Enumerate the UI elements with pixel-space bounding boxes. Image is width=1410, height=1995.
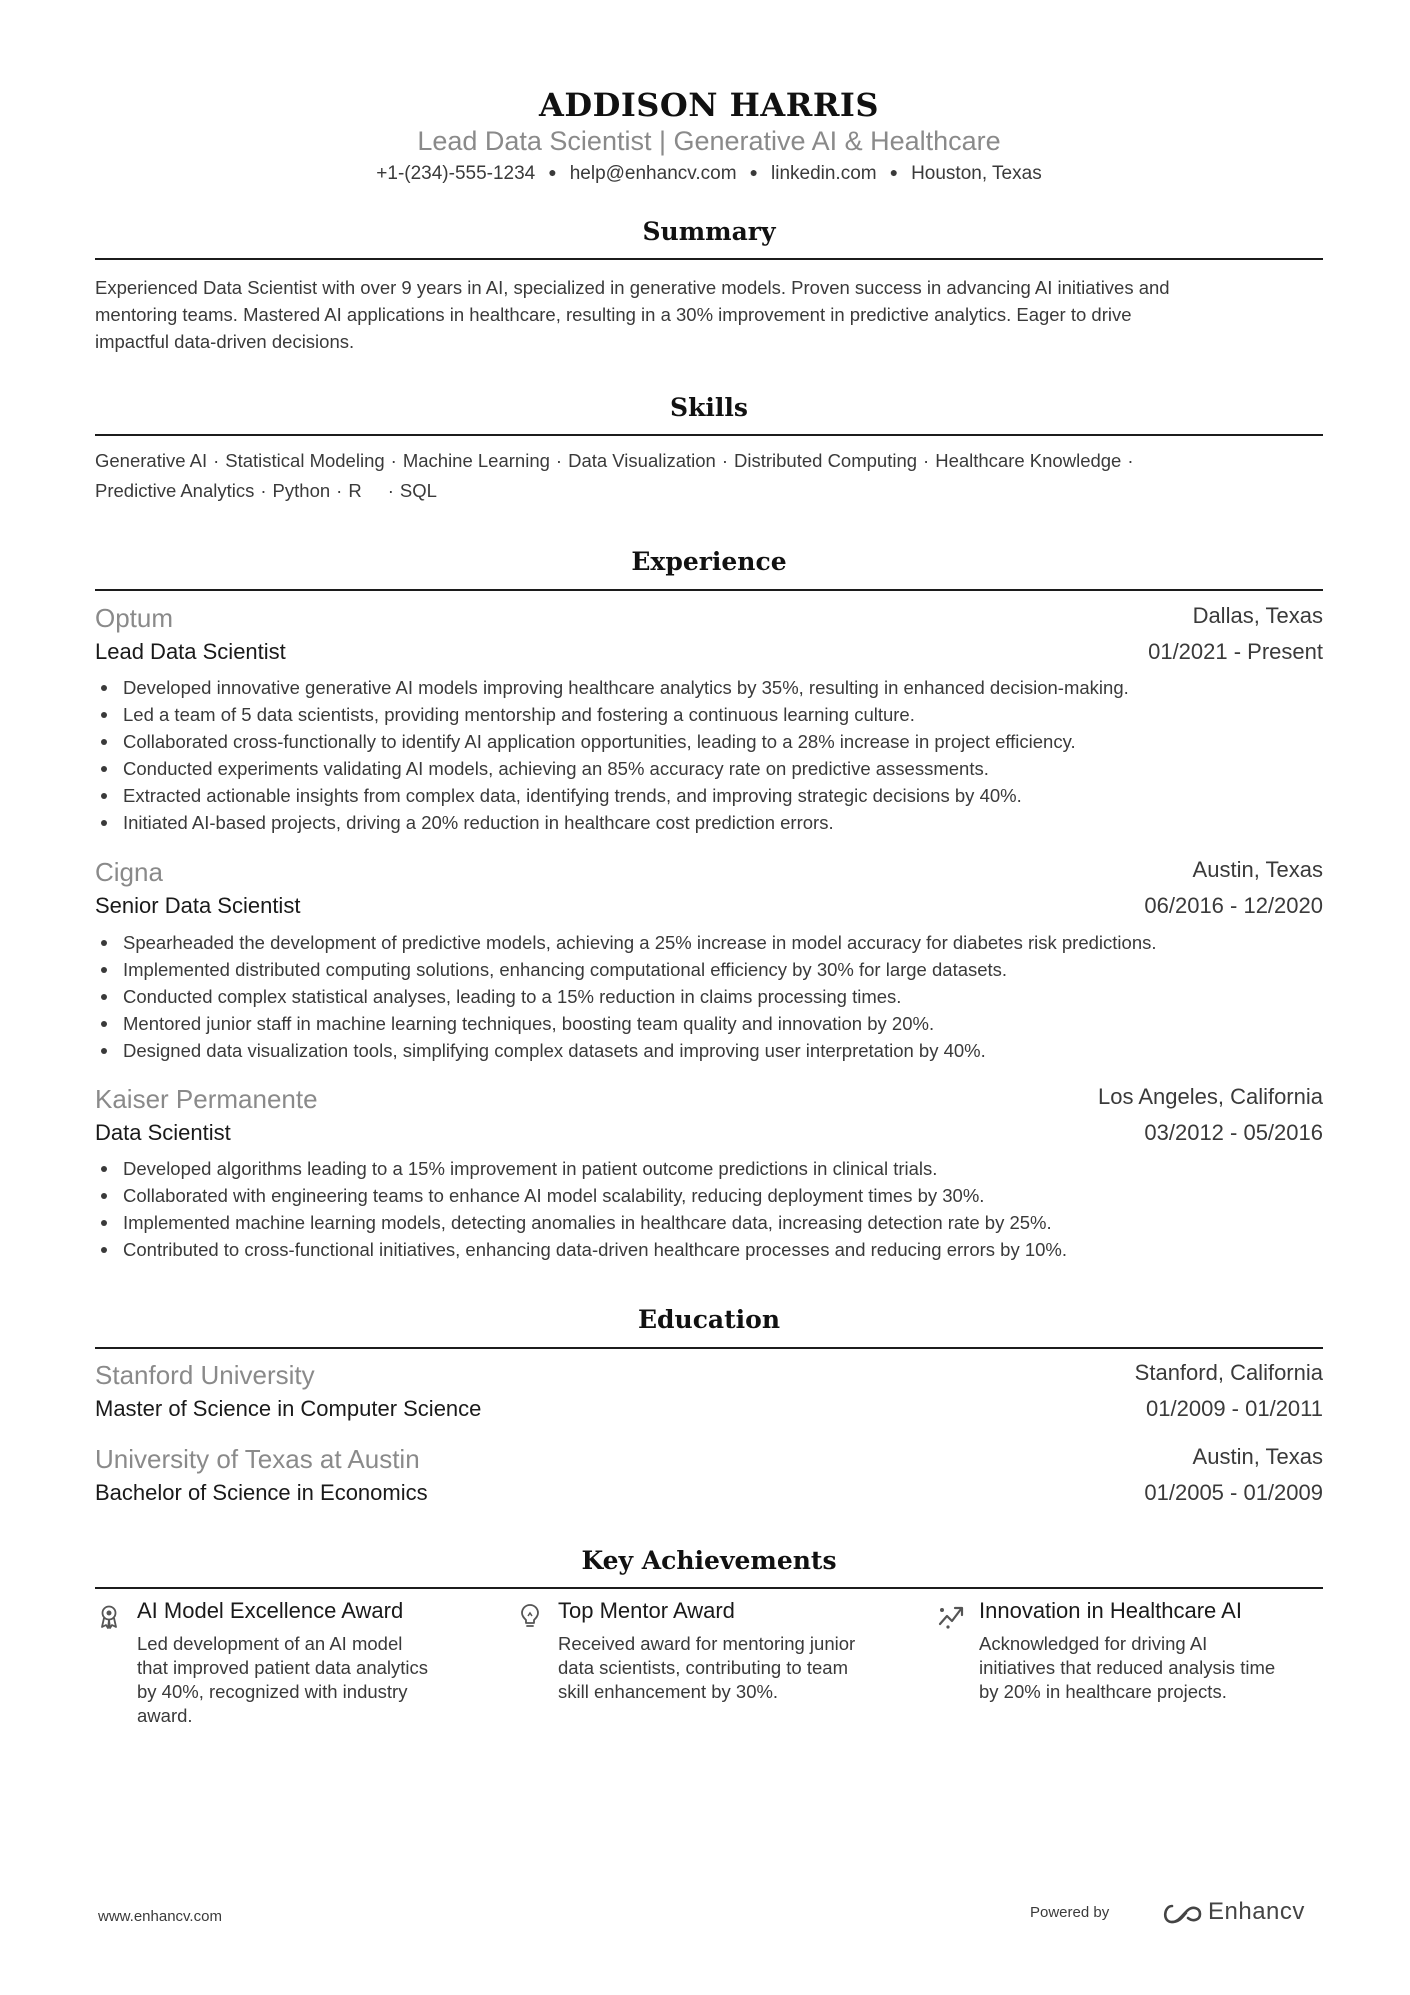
linkedin-link[interactable]: linkedin.com	[771, 163, 877, 184]
job-bullet: Spearheaded the development of predictive models, achieving a 25% increase in model accuracy for diabetes risk predictions.	[95, 929, 1323, 956]
section-divider	[95, 1587, 1323, 1589]
job-dates: 06/2016 - 12/2020	[1144, 893, 1323, 918]
summary-line: impactful data-driven decisions.	[95, 331, 355, 352]
job-bullet: Implemented machine learning models, detecting anomalies in healthcare data, increasing detection rate by 25%.	[95, 1209, 1323, 1236]
achievement-title: AI Model Excellence Award	[137, 1598, 404, 1623]
job-bullet: Collaborated cross-functionally to identify AI application opportunities, leading to a 28% increase in project efficiency.	[95, 728, 1323, 755]
growth-arrow-icon	[937, 1602, 965, 1630]
job-dates: 01/2021 - Present	[1148, 639, 1323, 664]
job-bullets	[95, 674, 1323, 836]
powered-by-label: Powered by	[1030, 1904, 1110, 1921]
achievements-heading: Key Achievements	[581, 1546, 837, 1575]
achievement-description	[979, 1632, 1324, 1704]
job-bullet: Initiated AI-based projects, driving a 20% reduction in healthcare cost prediction errors.	[95, 809, 1323, 836]
school-dates: 01/2009 - 01/2011	[1146, 1396, 1323, 1421]
achievement-line: Led development of an AI model	[137, 1633, 403, 1654]
job-bullet: Collaborated with engineering teams to enhance AI model scalability, reducing deployment times by 30%.	[95, 1182, 1323, 1209]
school-location: Austin, Texas	[1192, 1444, 1323, 1469]
separator-dot: ●	[889, 164, 899, 180]
skills-heading: Skills	[670, 393, 748, 422]
job-bullets	[95, 1155, 1323, 1263]
section-divider	[95, 258, 1323, 260]
job-bullet: Conducted experiments validating AI models, achieving an 85% accuracy rate on predictive assessments.	[95, 755, 1323, 782]
school-name: University of Texas at Austin	[95, 1444, 420, 1474]
skill-item: Generative AI	[95, 450, 208, 471]
job-bullet: Conducted complex statistical analyses, leading to a 15% reduction in claims processing times.	[95, 983, 1323, 1010]
job-dates: 03/2012 - 05/2016	[1144, 1120, 1323, 1145]
section-divider	[95, 434, 1323, 436]
experience-heading: Experience	[631, 547, 787, 576]
company-name: Optum	[95, 603, 174, 633]
summary-line: mentoring teams. Mastered AI applications in healthcare, resulting in a 30% improvement in predictive analytics. Eager to drive	[95, 304, 1132, 325]
job-location: Los Angeles, California	[1097, 1084, 1323, 1109]
job-bullet: Extracted actionable insights from complex data, identifying trends, and improving strategic decisions by 40%.	[95, 782, 1323, 809]
achievement-line: skill enhancement by 30%.	[558, 1681, 779, 1702]
skill-item: Data Visualization	[568, 450, 716, 471]
achievement-title: Top Mentor Award	[558, 1598, 735, 1623]
education-heading: Education	[637, 1305, 781, 1334]
skills-list: Generative AI · Statistical Modeling · Machine Learning · Data Visualization · Distributed Computing · Healthcare Knowledge · Predictive Analytics · Python · R · SQL	[95, 450, 1134, 501]
school-name: Stanford University	[95, 1360, 315, 1390]
company-name: Cigna	[95, 857, 163, 887]
job-bullet: Developed algorithms leading to a 15% improvement in patient outcome predictions in clinical trials.	[95, 1155, 1323, 1182]
job-bullet: Implemented distributed computing solutions, enhancing computational efficiency by 30% for large datasets.	[95, 956, 1323, 983]
achievement-line: by 20% in healthcare projects.	[979, 1681, 1227, 1702]
skill-item: SQL	[399, 480, 437, 501]
job-location: Austin, Texas	[1192, 857, 1323, 882]
contact-line	[95, 163, 1323, 185]
achievement-line: Acknowledged for driving AI	[979, 1633, 1208, 1654]
footer-website-link[interactable]: www.enhancv.com	[98, 1908, 222, 1925]
skill-item: R	[348, 480, 362, 501]
company-name: Kaiser Permanente	[95, 1084, 318, 1114]
job-bullet: Designed data visualization tools, simplifying complex datasets and improving user interpretation by 40%.	[95, 1037, 1323, 1064]
separator-dot: ●	[548, 164, 557, 180]
job-location: Dallas, Texas	[1192, 603, 1323, 628]
separator-dot: ●	[749, 164, 758, 180]
lightbulb-icon	[516, 1602, 544, 1630]
summary-heading: Summary	[642, 217, 776, 246]
section-divider	[95, 1347, 1323, 1349]
job-bullets	[95, 929, 1323, 1064]
skill-item: Healthcare Knowledge	[935, 450, 1122, 471]
candidate-name: ADDISON HARRIS	[539, 86, 879, 124]
degree: Master of Science in Computer Science	[95, 1396, 482, 1421]
degree: Bachelor of Science in Economics	[95, 1480, 428, 1505]
school-location: Stanford, California	[1134, 1360, 1323, 1385]
job-bullet: Developed innovative generative AI models improving healthcare analytics by 35%, resulting in enhanced decision-making.	[95, 674, 1323, 701]
job-bullet: Contributed to cross-functional initiatives, enhancing data-driven healthcare processes and reducing errors by 10%.	[95, 1236, 1323, 1263]
achievement-title: Innovation in Healthcare AI	[979, 1598, 1242, 1623]
job-bullet: Mentored junior staff in machine learning techniques, boosting team quality and innovation by 20%.	[95, 1010, 1323, 1037]
summary-text	[95, 274, 1323, 355]
achievement-line: by 40%, recognized with industry	[137, 1681, 408, 1702]
achievement-description	[558, 1632, 903, 1704]
skill-item: Machine Learning	[402, 450, 550, 471]
skill-item: Distributed Computing	[734, 450, 918, 471]
skill-item: Python	[272, 480, 331, 501]
achievement-line: that improved patient data analytics	[137, 1657, 429, 1678]
email-link[interactable]: help@enhancv.com	[569, 163, 737, 184]
achievement-line: Received award for mentoring junior	[558, 1633, 856, 1654]
job-bullet: Led a team of 5 data scientists, providing mentorship and fostering a continuous learning culture.	[95, 701, 1323, 728]
brand-name: Enhancv	[1208, 1898, 1305, 1925]
job-role: Senior Data Scientist	[95, 893, 301, 918]
achievement-line: initiatives that reduced analysis time	[979, 1657, 1276, 1678]
award-icon	[95, 1602, 123, 1630]
summary-line: Experienced Data Scientist with over 9 years in AI, specialized in generative models. Proven success in advancing AI initiatives and	[95, 277, 1170, 298]
school-dates: 01/2005 - 01/2009	[1144, 1480, 1323, 1505]
achievement-line: data scientists, contributing to team	[558, 1657, 848, 1678]
job-role: Data Scientist	[95, 1120, 231, 1145]
achievement-description	[137, 1632, 482, 1728]
achievement-line: award.	[137, 1705, 193, 1726]
location: Houston, Texas	[911, 163, 1042, 184]
job-role: Lead Data Scientist	[95, 639, 286, 664]
skill-item: Predictive Analytics	[95, 480, 255, 501]
phone: +1-(234)-555-1234	[376, 163, 536, 184]
skill-item: Statistical Modeling	[225, 450, 385, 471]
section-divider	[95, 589, 1323, 591]
candidate-title: Lead Data Scientist | Generative AI & Healthcare	[417, 126, 1001, 156]
